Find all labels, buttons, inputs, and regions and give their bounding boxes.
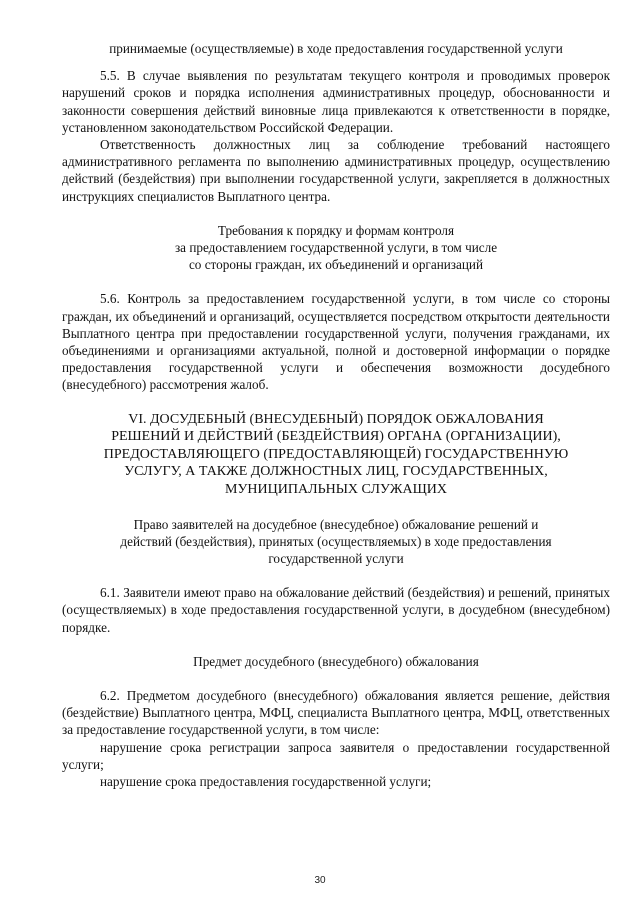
subheading-line: за предоставлением государственной услуги, в том числе: [174, 240, 498, 256]
section-title-line: МУНИЦИПАЛЬНЫХ СЛУЖАЩИХ: [225, 482, 447, 498]
page-number: 30: [314, 875, 326, 886]
document-page: [62, 40, 610, 790]
section-vi-title: [62, 411, 610, 499]
subheading-line: действий (бездействия), принятых (осуществляемых) в ходе предоставления: [120, 533, 552, 549]
list-item-deadline-violation: нарушение срока предоставления государственной услуги;: [100, 774, 432, 790]
paragraph-5-5: 5.5. В случае выявления по результатам текущего контроля и проводимых проверок нарушений сроков и порядка исполнения административных процедур, обоснованности и законности совершения действий виновные лица привлекаются к ответственности в порядке, установленном законодательством Российской Федерации.: [62, 68, 610, 135]
section-title-line: УСЛУГУ, А ТАКЖЕ ДОЛЖНОСТНЫХ ЛИЦ, ГОСУДАРСТВЕННЫХ,: [124, 464, 548, 480]
subheading-line: государственной услуги: [268, 551, 404, 567]
continuation-line: принимаемые (осуществляемые) в ходе предоставления государственной услуги: [109, 41, 563, 56]
subheading-control-requirements: [62, 222, 610, 274]
paragraph-5-6: 5.6. Контроль за предоставлением государственной услуги, в том числе со стороны граждан, их объединений и организаций, осуществляется посредством открытости деятельности Выплатного центра при предоставлении государственной услуги, получения гражданами, их объединениями и организациями актуальной, полной и достоверной информации о порядке предоставления государственной услуги и обеспечения возможности досудебного (внесудебного) рассмотрения жалоб.: [62, 291, 610, 393]
subheading-line: Право заявителей на досудебное (внесудебное) обжалование решений и: [133, 516, 539, 532]
subheading-line: со стороны граждан, их объединений и организаций: [188, 257, 484, 273]
paragraph-6-1: 6.1. Заявители имеют право на обжалование действий (бездействия) и решений, принятых (осуществляемых) в ходе предоставления государственной услуги, в досудебном (внесудебном) порядке.: [62, 585, 610, 635]
paragraph-6-2: 6.2. Предметом досудебного (внесудебного) обжалования является решение, действия (бездействие) Выплатного центра, МФЦ, специалиста Выплатного центра, МФЦ, ответственных за предоставление государственной услуги, в том числе:: [62, 688, 610, 738]
subheading-line: Требования к порядку и формам контроля: [217, 222, 455, 238]
paragraph-responsibility: Ответственность должностных лиц за соблюдение требований настоящего административного регламента по выполнению административных процедур, осуществлению действий (бездействия) при выполнении государственной услуги, закрепляется в должностных инструкциях специалистов Выплатного центра.: [62, 137, 610, 204]
subheading-appeal-subject: Предмет досудебного (внесудебного) обжалования: [193, 653, 479, 669]
section-title-line: ПРЕДОСТАВЛЯЮЩЕГО (ПРЕДОСТАВЛЯЮЩЕЙ) ГОСУДАРСТВЕННУЮ: [103, 446, 569, 462]
section-title-line: VI. ДОСУДЕБНЫЙ (ВНЕСУДЕБНЫЙ) ПОРЯДОК ОБЖАЛОВАНИЯ: [128, 411, 544, 427]
subheading-appeal-rights: [62, 516, 610, 568]
list-item-registration-violation: нарушение срока регистрации запроса заявителя о предоставлении государственной услуги;: [62, 739, 610, 772]
section-title-line: РЕШЕНИЙ И ДЕЙСТВИЙ (БЕЗДЕЙСТВИЯ) ОРГАНА (ОРГАНИЗАЦИИ),: [111, 429, 561, 445]
